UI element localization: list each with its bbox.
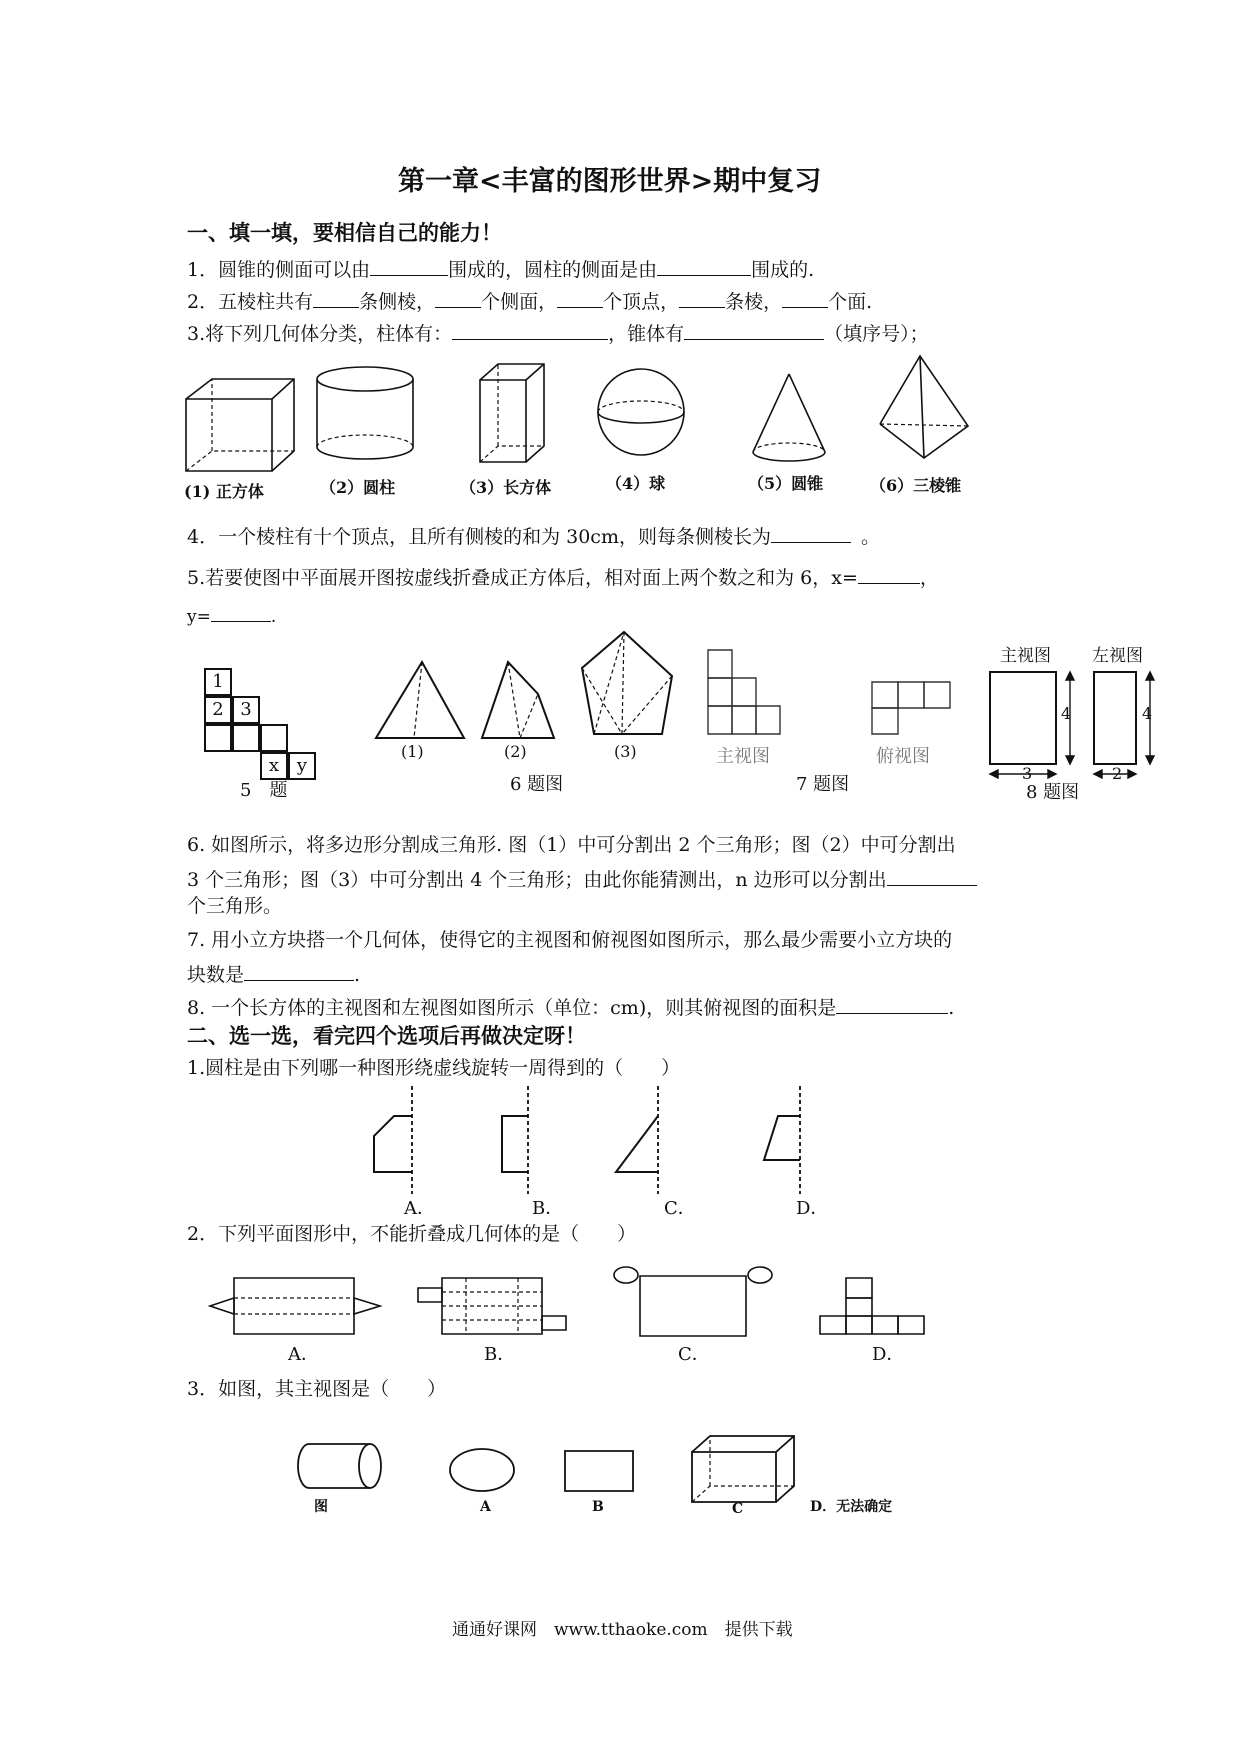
fig8-depth: 2 [1112,764,1123,783]
question-1-7-line2: 块数是 . [187,961,360,985]
answer-blank[interactable] [887,866,977,886]
question-1-7-line1: 7. 用小立方块搭一个几何体，使得它的主视图和俯视图如图所示，那么最少需要小立方块的 [187,929,953,951]
solid-label-6: （6）三棱锥 [870,476,962,495]
question-1-8: 8. 一个长方体的主视图和左视图如图所示（单位：cm)，则其俯视图的面积是 . [187,994,954,1018]
net-cell-blank [260,724,288,752]
question-1-4: 4．一个棱柱有十个顶点，且所有侧棱的和为 30cm，则每条侧棱长为 。 [187,523,880,547]
polygon-figure-2 [478,658,560,742]
net-cell-blank [232,724,260,752]
q3-figure-label: 图 [314,1499,328,1515]
page-title: 第一章<丰富的图形世界>期中复习 [398,166,822,197]
rotation-option-d-figure [760,1086,808,1196]
answer-blank[interactable] [244,961,354,981]
cuboid-figure [476,360,548,466]
q1-option-c[interactable]: C． [664,1198,696,1219]
top-view-grid-figure [870,680,954,740]
q3-option-d[interactable]: D．无法确定 [810,1499,893,1515]
solid-label-3: （3）长方体 [460,478,552,497]
answer-blank[interactable] [679,288,725,308]
front-view-grid-figure [706,648,786,740]
triangular-pyramid-figure [876,352,972,462]
fig8-height-front: 4 [1061,704,1072,723]
cone-figure [748,370,830,466]
q2-option-d[interactable]: D． [872,1344,905,1365]
net-option-c-figure [610,1264,776,1340]
figure-7-caption: 7 题图 [796,774,850,795]
polygon-label-1: (1) [401,742,424,761]
net-cell-1: 1 [204,668,232,696]
figure-8-caption: 8 题图 [1026,782,1080,803]
answer-blank[interactable] [771,523,851,543]
answer-blank[interactable] [557,288,603,308]
question-1-6-line1: 6. 如图所示，将多边形分割成三角形. 图（1）中可分割出 2 个三角形；图（2）中可分割出 [187,834,956,856]
net-cell-x: x [260,752,288,780]
net-option-d-figure [816,1274,930,1338]
cube-figure [182,375,300,475]
question-1-6-line3: 个三角形。 [187,895,283,917]
lying-cylinder-figure [294,1440,386,1492]
question-1-5-y: y= . [187,604,276,626]
rotation-option-b-figure [498,1086,534,1196]
answer-blank[interactable] [370,256,448,276]
rectangle-option-figure [562,1448,636,1496]
answer-blank[interactable] [684,320,824,340]
question-1-6-line2: 3 个三角形；图（3）中可分割出 4 个三角形；由此你能猜测出，n 边形可以分割出 [187,866,977,890]
fig8-height-left: 4 [1142,704,1153,723]
answer-blank[interactable] [313,288,359,308]
polygon-label-3: (3) [614,742,637,761]
box-option-figure [688,1432,800,1506]
answer-blank[interactable] [782,288,828,308]
answer-blank[interactable] [858,564,920,584]
rotation-option-c-figure [612,1086,666,1196]
section-1-heading: 一、填一填，要相信自己的能力！ [187,220,502,245]
fig8-width: 3 [1022,764,1033,783]
net-cell-y: y [288,752,316,780]
answer-blank[interactable] [211,604,271,622]
polygon-label-2: (2) [504,742,527,761]
polygon-figure-3 [578,628,678,740]
net-option-b-figure [414,1274,570,1338]
net-cell-2: 2 [204,696,232,724]
question-1-3: 3.将下列几何体分类，柱体有： ，锥体有 （填序号）； [187,320,929,344]
solid-label-5: （5）圆锥 [748,474,824,493]
answer-blank[interactable] [435,288,481,308]
figure-6-caption: 6 题图 [510,774,564,795]
q2-option-c[interactable]: C． [678,1344,710,1365]
answer-blank[interactable] [452,320,608,340]
polygon-figure-1 [372,658,468,742]
question-1-5: 5.若要使图中平面展开图按虚线折叠成正方体后，相对面上两个数之和为 6，x= ， [187,564,939,588]
q3-option-b[interactable]: B [592,1499,604,1515]
q1-option-d[interactable]: D． [796,1198,829,1219]
question-2-3: 3．如图，其主视图是（ ） [187,1378,447,1400]
q2-option-b[interactable]: B． [484,1344,516,1365]
page-footer: 通通好课网 www.tthaoke.com 提供下载 [452,1620,793,1640]
q2-option-a[interactable]: A． [288,1344,319,1365]
cylinder-figure [312,365,418,465]
front-view-label: 主视图 [716,746,770,767]
question-1-2: 2．五棱柱共有 条侧棱， 个侧面， 个顶点， 条棱， 个面. [187,288,872,312]
net-cell-3: 3 [232,696,260,724]
question-1-1: 1．圆锥的侧面可以由 围成的，圆柱的侧面是由 围成的. [187,256,814,280]
q3-option-c[interactable]: C [732,1501,744,1517]
fig8-front-view-label: 主视图 [1000,646,1051,666]
net-option-a-figure [206,1274,384,1338]
answer-blank[interactable] [836,994,948,1014]
ellipse-option-figure [446,1446,518,1494]
question-2-1: 1.圆柱是由下列哪一种图形绕虚线旋转一周得到的（ ） [187,1057,681,1079]
solid-label-2: （2）圆柱 [320,478,396,497]
q3-option-a[interactable]: A [480,1499,491,1515]
solid-label-4: （4）球 [606,474,666,493]
rotation-option-a-figure [370,1086,418,1196]
figure-5-caption: 5 题 [240,780,288,801]
answer-blank[interactable] [657,256,751,276]
q1-option-b[interactable]: B． [532,1198,564,1219]
section-2-heading: 二、选一选，看完四个选项后再做决定呀！ [187,1023,586,1048]
q1-option-a[interactable]: A． [404,1198,435,1219]
net-cell-blank [204,724,232,752]
top-view-label: 俯视图 [876,746,930,767]
sphere-figure [594,365,688,459]
solid-label-1: (1) 正方体 [184,482,264,501]
fig8-left-view-label: 左视图 [1092,646,1143,666]
dimension-views-figure [984,668,1154,783]
question-2-2: 2．下列平面图形中，不能折叠成几何体的是（ ） [187,1223,637,1245]
